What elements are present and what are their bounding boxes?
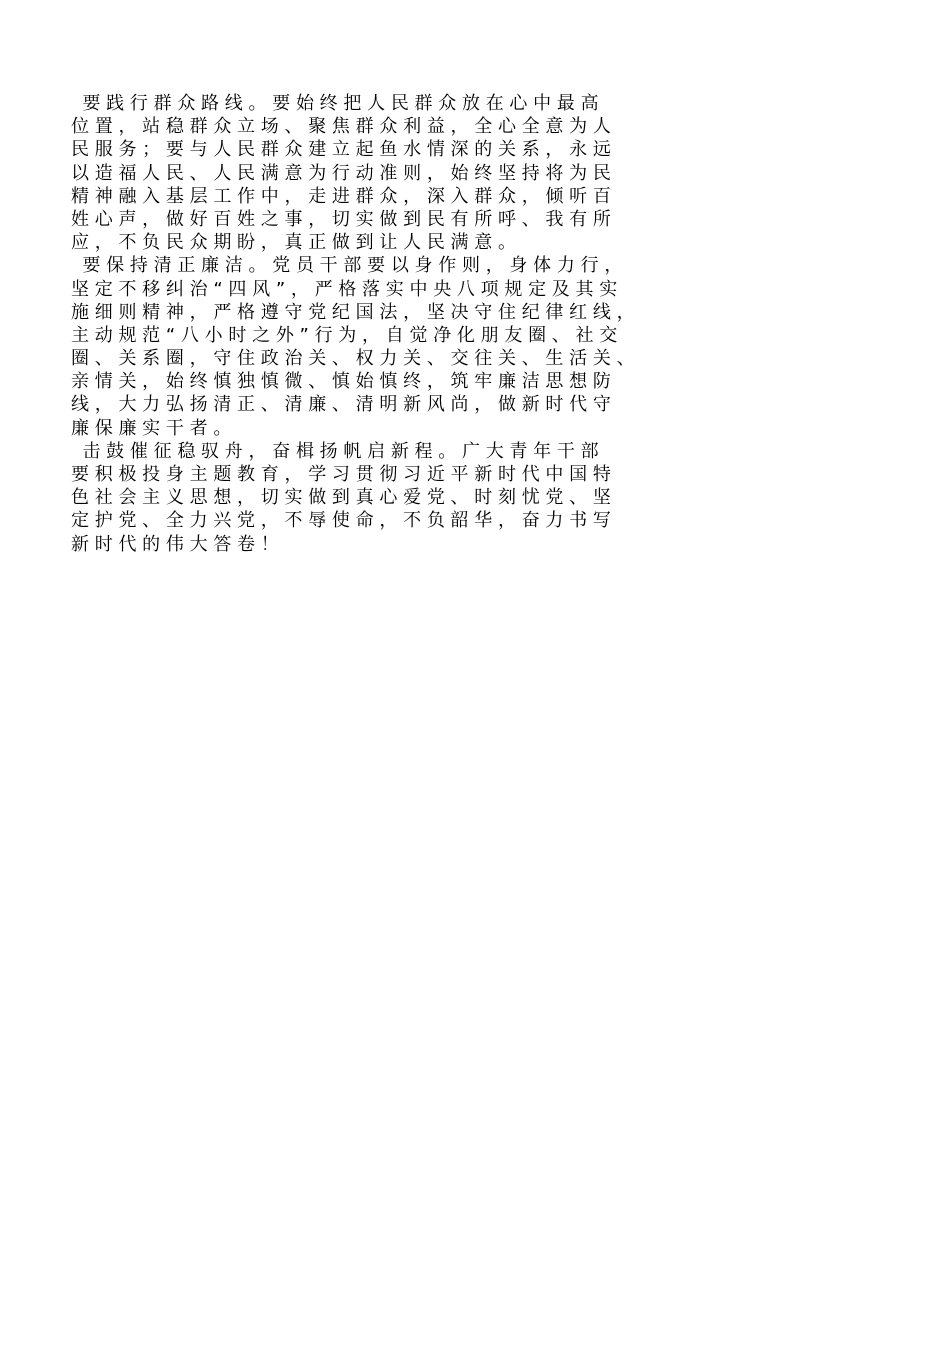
text-line: 要 积 极 投 身 主 题 教 育 ， 学 习 贯 彻 习 近 平 新 时 代 中 国 特	[71, 464, 611, 485]
text-line: 施 细 则 精 神 ， 严 格 遵 守 党 纪 国 法 ， 坚 决 守 住 纪 律 红 线 ，	[71, 301, 635, 323]
text-line: 要 践 行 群 众 路 线 。 要 始 终 把 人 民 群 众 放 在 心 中 最 高	[71, 93, 599, 114]
body-text	[71, 92, 871, 556]
text-line: 主 动 规 范 “ 八 小 时 之 外 ” 行 为 ， 自 觉 净 化 朋 友 圈 、 社 交	[71, 324, 618, 346]
text-line: 击 鼓 催 征 稳 驭 舟 ， 奋 楫 扬 帆 启 新 程 。 广 大 青 年 干 部	[71, 440, 599, 462]
text-line: 色 社 会 主 义 思 想 ， 切 实 做 到 真 心 爱 党 、 时 刻 忧 党 、 坚	[71, 487, 611, 509]
text-line: 姓 心 声 ， 做 好 百 姓 之 事 ， 切 实 做 到 民 有 所 呼 、 我 有 所	[71, 208, 611, 230]
text-line: 以 造 福 人 民 、 人 民 满 意 为 行 动 准 则 ， 始 终 坚 持 将 为 民	[71, 162, 611, 184]
text-line: 精 神 融 入 基 层 工 作 中 ， 走 进 群 众 ， 深 入 群 众 ， 倾 听 百	[71, 185, 611, 207]
text-line: 廉 保 廉 实 干 者 。	[71, 417, 232, 439]
text-line: 应 ， 不 负 民 众 期 盼 ， 真 正 做 到 让 人 民 满 意 。	[71, 232, 516, 254]
text-line: 定 护 党 、 全 力 兴 党 ， 不 辱 使 命 ， 不 负 韶 华 ， 奋 力 书 写	[71, 510, 611, 532]
text-line: 民 服 务 ； 要 与 人 民 群 众 建 立 起 鱼 水 情 深 的 关 系 ， 永 远	[71, 139, 611, 161]
text-line: 位 置 ， 站 稳 群 众 立 场 、 聚 焦 群 众 利 益 ， 全 心 全 意 为 人	[71, 116, 611, 138]
text-line: 亲 情 关 ， 始 终 慎 独 慎 微 、 慎 始 慎 终 ， 筑 牢 廉 洁 思 想 防	[71, 371, 611, 393]
text-line: 要 保 持 清 正 廉 洁 。 党 员 干 部 要 以 身 作 则 ， 身 体 力 行 ，	[71, 255, 623, 277]
text-line: 新 时 代 的 伟 大 答 卷 ！	[71, 533, 279, 555]
text-line: 圈 、 关 系 圈 ， 守 住 政 治 关 、 权 力 关 、 交 往 关 、 生 活 关 、	[71, 348, 635, 370]
text-line: 线 ， 大 力 弘 扬 清 正 、 清 廉 、 清 明 新 风 尚 ， 做 新 时 代 守	[71, 394, 611, 416]
text-line: 坚 定 不 移 纠 治 “ 四 风 ” ， 严 格 落 实 中 央 八 项 规 定 及 其 实	[71, 278, 618, 300]
